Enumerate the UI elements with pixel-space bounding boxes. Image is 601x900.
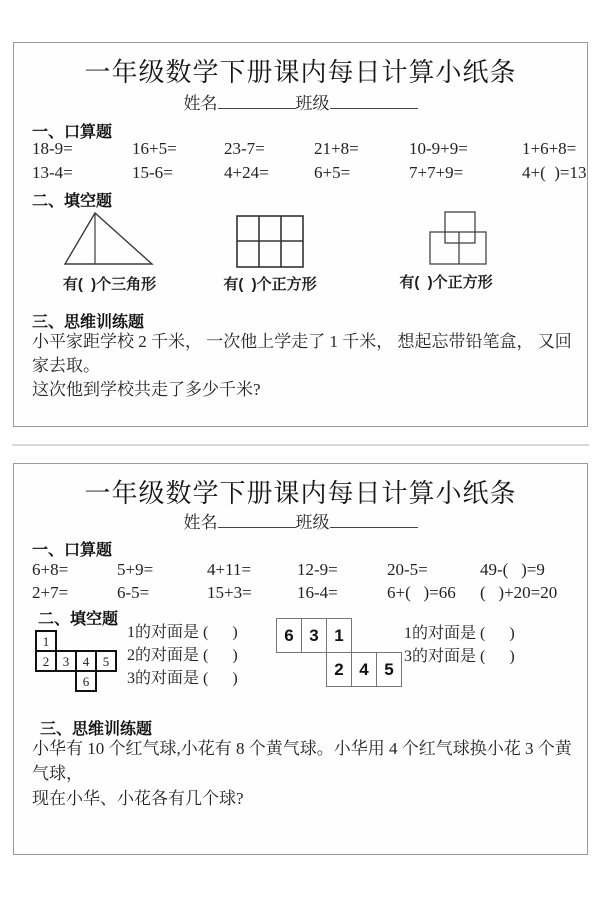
worksheet-card-1 [13, 42, 588, 427]
fill-section-header: 二、填空题 [38, 611, 119, 628]
question-line: 1的对面是 ( ) [127, 624, 238, 641]
cube-net-right [276, 618, 404, 688]
oral-section-header: 一、口算题 [32, 124, 113, 141]
oral-row [32, 560, 584, 580]
math-problem: 1+6+8= [522, 139, 577, 158]
math-problem: ( )+20=20 [480, 583, 558, 602]
oral-row [32, 583, 584, 603]
question-line: 2的对面是 ( ) [127, 647, 238, 664]
class-blank [330, 94, 418, 109]
math-problem: 16+5= [132, 139, 177, 158]
oral-row [32, 139, 584, 159]
math-problem: 49-( )=9 [480, 560, 545, 579]
net-cell: 5 [95, 650, 117, 672]
overlapping-squares-figure-label: 有( )个正方形 [399, 274, 493, 291]
math-problem: 4+24= [224, 163, 269, 182]
math-problem: 6-5= [117, 583, 150, 602]
thinking-problem-text [32, 736, 584, 811]
name-label: 姓名 [183, 94, 218, 113]
cube-net-left [35, 630, 119, 694]
question-line: 3的对面是 ( ) [127, 670, 238, 687]
math-problem: 5+9= [117, 560, 154, 579]
left-net-questions [127, 621, 238, 690]
oral-section-header: 一、口算题 [32, 542, 113, 559]
problem-line: 小华有 10 个红气球,小花有 8 个黄气球。小华用 4 个红气球换小花 3 个黄气球， [32, 739, 572, 783]
math-problem: 2+7= [32, 583, 69, 602]
net-cell: 1 [35, 630, 57, 652]
name-label: 姓名 [183, 513, 218, 532]
math-problem: 6+5= [314, 163, 351, 182]
fill-section-header: 二、填空题 [32, 193, 113, 210]
problem-line: 现在小华、小花各有几个球? [32, 789, 244, 808]
class-label: 班级 [295, 94, 330, 113]
question-line: 3的对面是 ( ) [404, 648, 515, 665]
math-problem: 15-6= [132, 163, 173, 182]
math-problem: 21+8= [314, 139, 359, 158]
math-problem: 13-4= [32, 163, 73, 182]
net-cell: 6 [276, 618, 302, 653]
triangle-figure [64, 211, 154, 266]
math-problem: 7+7+9= [409, 163, 464, 182]
name-class-line [14, 508, 587, 533]
net-cell: 1 [326, 618, 352, 653]
oral-row [32, 163, 587, 183]
net-cell: 2 [326, 652, 352, 687]
triangle-figure-label: 有( )个三角形 [62, 276, 157, 293]
grid-figure [236, 215, 304, 268]
worksheet-card-2 [13, 463, 588, 855]
net-cell: 6 [75, 670, 97, 692]
name-blank [218, 513, 296, 528]
math-problem: 16-4= [297, 583, 338, 602]
grid-figure-label: 有( )个正方形 [223, 276, 317, 293]
class-blank [330, 513, 418, 528]
math-problem: 6+( )=66 [387, 583, 456, 602]
net-cell: 4 [75, 650, 97, 672]
math-problem: 6+8= [32, 560, 69, 579]
net-cell: 3 [301, 618, 327, 653]
worksheet-title: 一年级数学下册课内每日计算小纸条 [84, 58, 517, 87]
math-problem: 4+( )=13 [522, 163, 587, 182]
name-blank [218, 94, 296, 109]
question-line: 1的对面是 ( ) [404, 625, 515, 642]
math-problem: 15+3= [207, 583, 252, 602]
math-problem: 18-9= [32, 139, 73, 158]
net-cell: 4 [351, 652, 377, 687]
thinking-section-header: 三、思维训练题 [32, 314, 145, 331]
problem-line: 小平家距学校 2 千米， 一次他上学走了 1 千米， 想起忘带铅笔盒， 又回家去取。 [32, 332, 572, 375]
thinking-section-header: 三、思维训练题 [40, 721, 153, 738]
math-problem: 20-5= [387, 560, 428, 579]
class-label: 班级 [295, 513, 330, 532]
thinking-problem-text [32, 330, 584, 402]
net-cell: 2 [35, 650, 57, 672]
net-cell: 5 [376, 652, 402, 687]
net-cell: 3 [55, 650, 77, 672]
worksheet-title: 一年级数学下册课内每日计算小纸条 [84, 479, 517, 508]
problem-line: 这次他到学校共走了多少千米? [32, 380, 261, 399]
math-problem: 10-9+9= [409, 139, 468, 158]
math-problem: 23-7= [224, 139, 265, 158]
overlapping-squares-figure [429, 211, 488, 265]
math-problem: 12-9= [297, 560, 338, 579]
right-net-questions [404, 622, 515, 668]
page-divider [12, 444, 589, 446]
name-class-line [14, 89, 587, 114]
math-problem: 4+11= [207, 560, 252, 579]
